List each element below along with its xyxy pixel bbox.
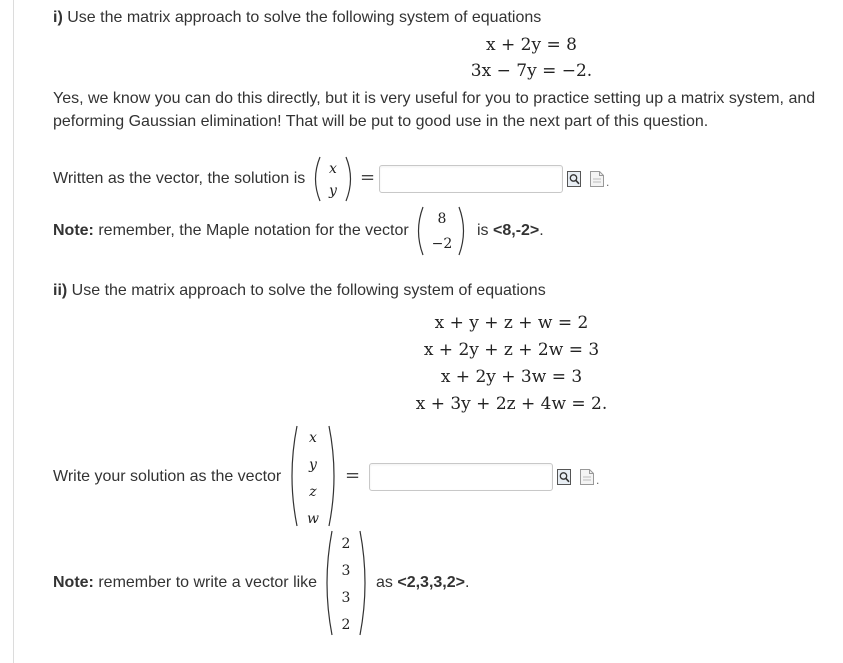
part2-equation-4: x + 3y + 2z + 4w = 2. <box>415 394 608 414</box>
period: . <box>606 175 610 189</box>
period: . <box>596 473 600 487</box>
part2-note-example: as <2,3,3,2>. <box>376 574 470 591</box>
vector-entry: 3 <box>341 590 351 606</box>
part1-paragraph-line2: peforming Gaussian elimination! That will be put to good use in the next part of this question. <box>53 113 709 130</box>
part1-heading: i) Use the matrix approach to solve the following system of equations <box>53 9 542 26</box>
part1-paragraph-line1: Yes, we know you can do this directly, but it is very useful for you to practice setting up a matrix system, and <box>53 90 816 107</box>
vector-entry: 8 <box>437 211 447 227</box>
preview-icon[interactable] <box>567 171 581 187</box>
part2-note-vector <box>322 529 370 637</box>
vector-entry: z <box>309 484 317 500</box>
preview-icon[interactable] <box>557 469 571 485</box>
help-document-icon[interactable] <box>590 171 604 187</box>
part1-prompt: Written as the vector, the solution is <box>53 170 306 187</box>
part2-equation-3: x + 2y + 3w = 3 <box>440 367 583 387</box>
vector-entry: x <box>309 430 317 446</box>
vector-entry: y <box>309 457 317 473</box>
part1-equation-1: x + 2y = 8 <box>486 35 577 55</box>
part1-note-example: is <8,-2>. <box>477 222 544 239</box>
vector-entry: 2 <box>341 617 351 633</box>
part2-note: Note: remember to write a vector like <box>53 574 318 591</box>
part1-note: Note: remember, the Maple notation for the vector <box>53 222 409 239</box>
part1-equation-2: 3x − 7y = −2. <box>470 61 593 81</box>
vector-entry: 3 <box>341 563 351 579</box>
part2-prompt: Write your solution as the vector <box>53 468 282 485</box>
part1-solution-vector <box>310 155 356 203</box>
vector-entry: x <box>329 161 337 177</box>
vector-entry: y <box>329 183 337 199</box>
part2-heading: ii) Use the matrix approach to solve the following system of equations <box>53 282 546 299</box>
equals-sign: = <box>345 465 361 486</box>
vector-entry: −2 <box>431 236 453 252</box>
part2-equation-1: x + y + z + w = 2 <box>434 313 589 333</box>
vector-entry: 2 <box>341 536 351 552</box>
part1-answer-input[interactable] <box>379 165 563 193</box>
equals-sign: = <box>360 167 376 188</box>
vector-entry: w <box>307 511 319 527</box>
part1-note-vector <box>413 205 469 257</box>
part2-answer-input[interactable] <box>369 463 553 491</box>
help-document-icon[interactable] <box>580 469 594 485</box>
part2-solution-vector <box>287 424 339 528</box>
part2-equation-2: x + 2y + z + 2w = 3 <box>423 340 600 360</box>
